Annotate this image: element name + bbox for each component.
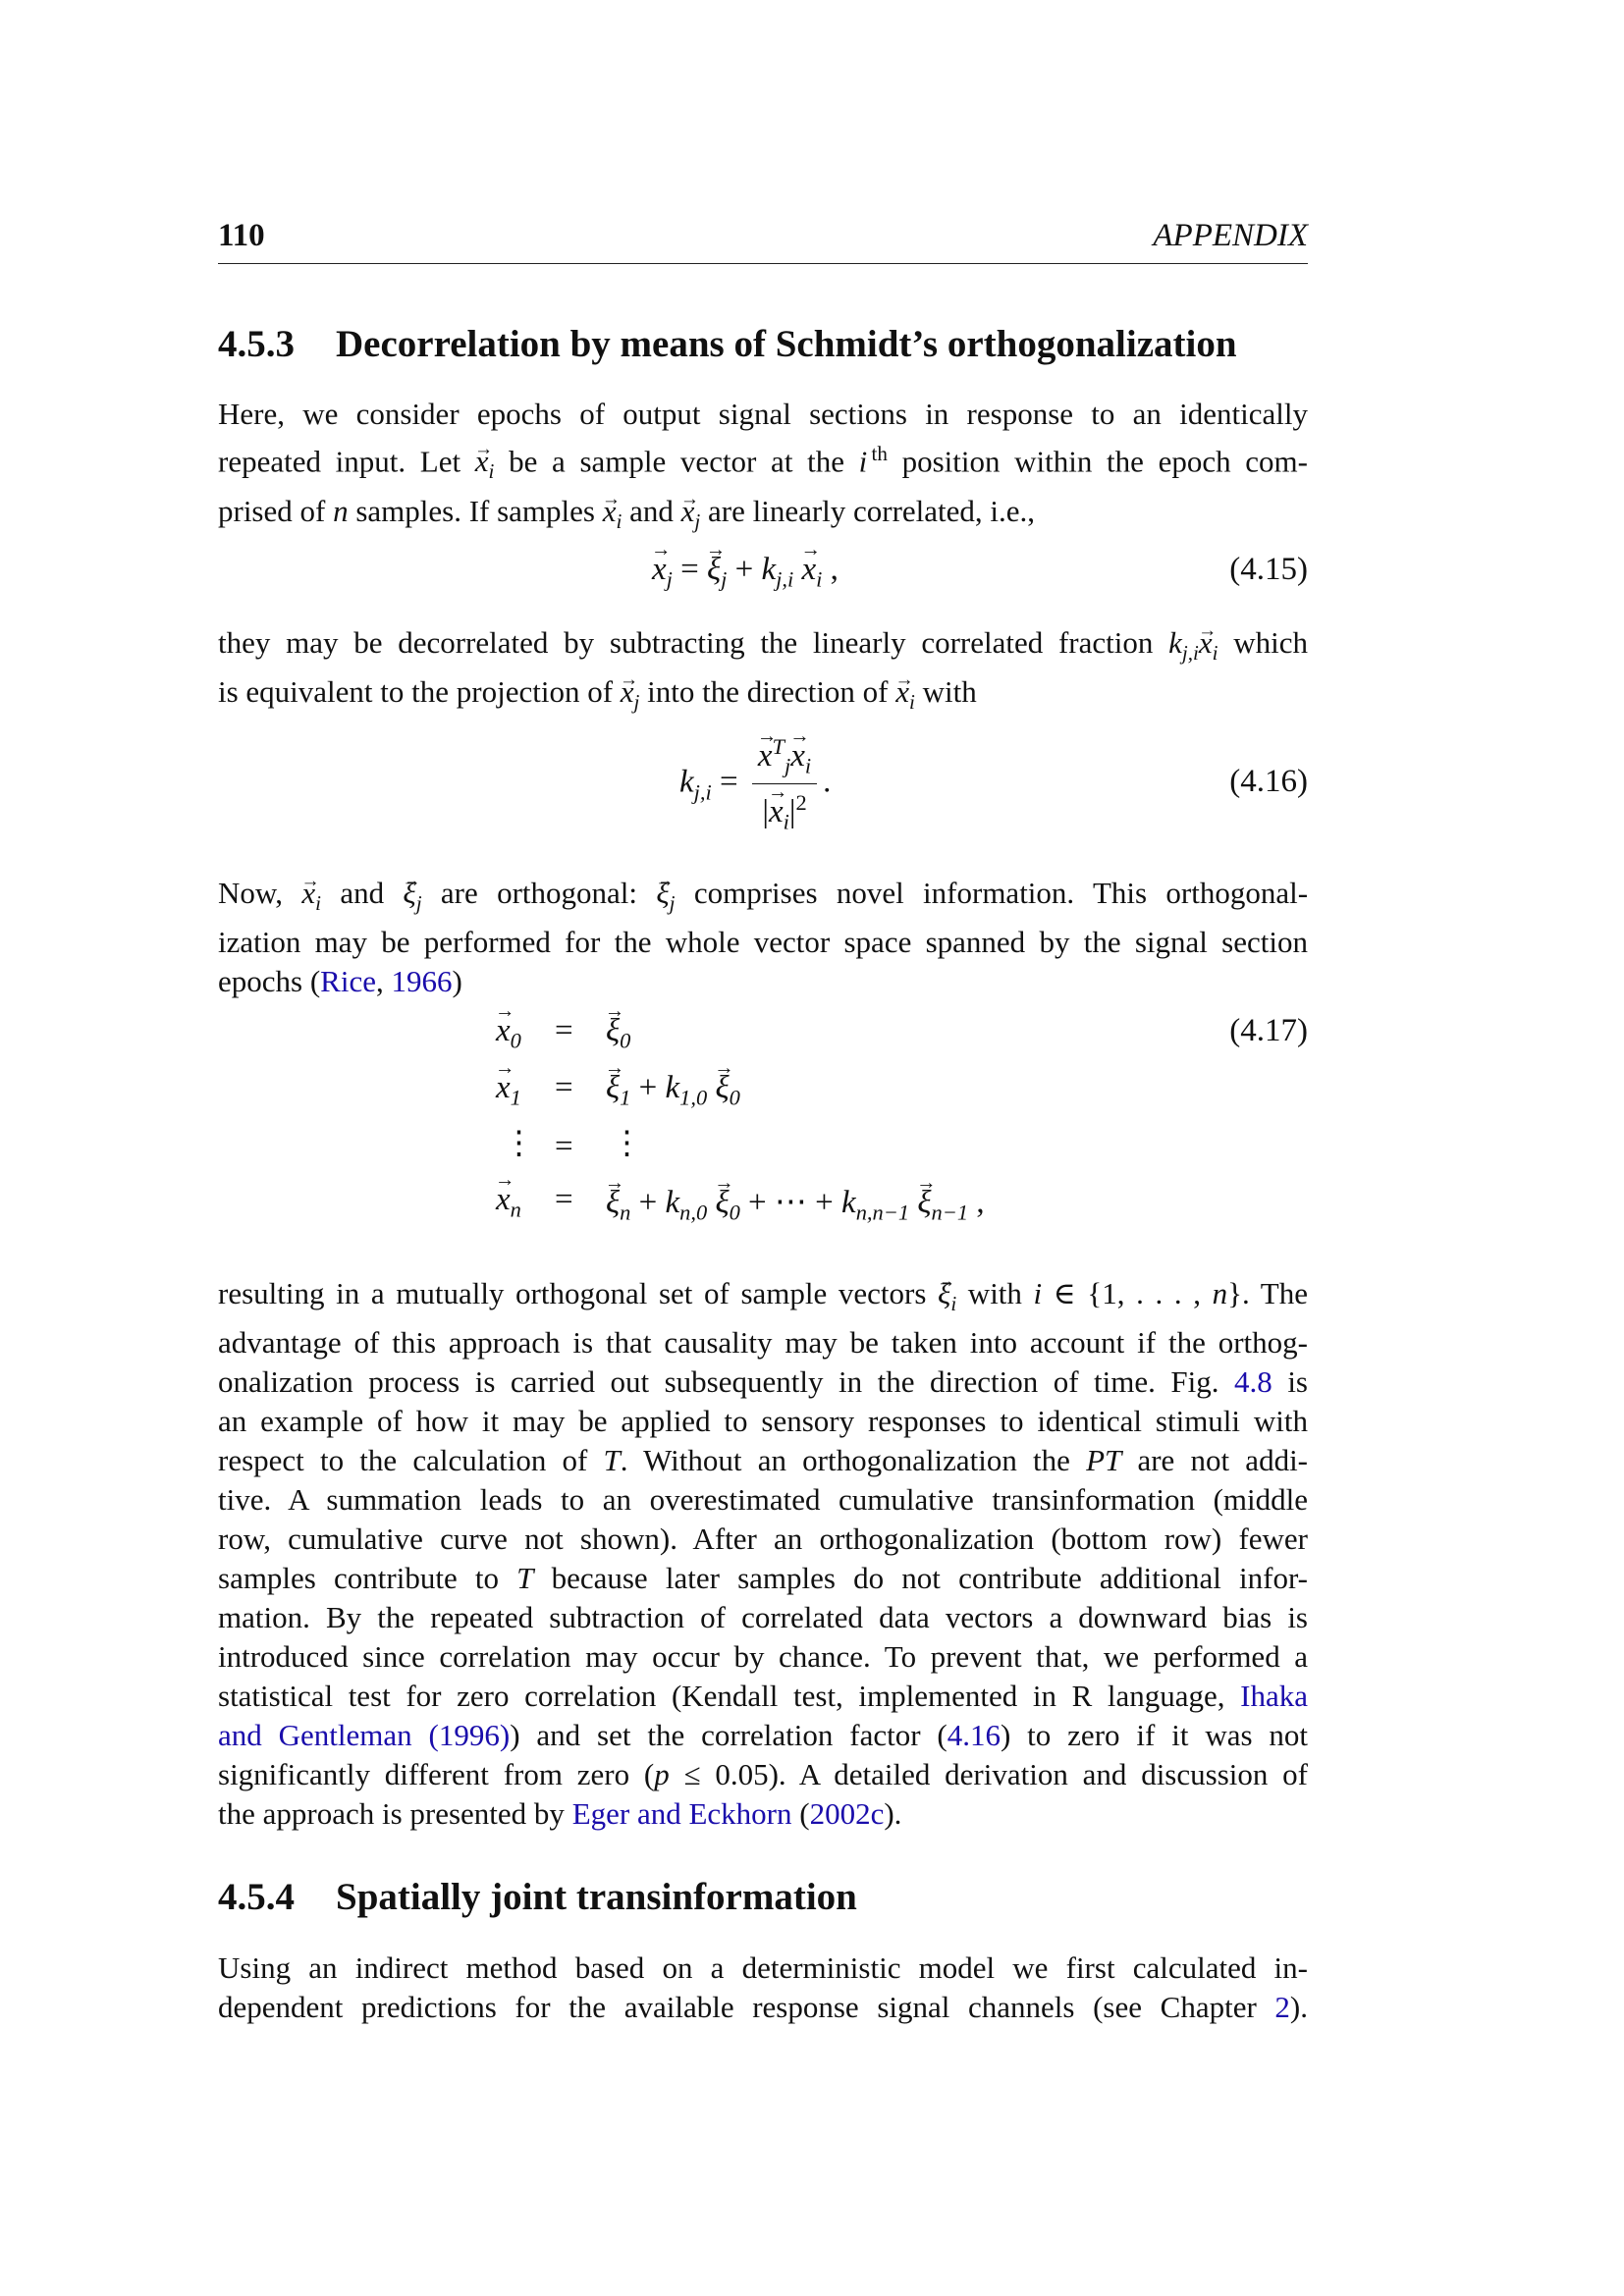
text-line: statistical test for zero correlation (Kendall test, implemented in R language, Ihaka xyxy=(218,1679,1308,1714)
section-heading-4-5-3 xyxy=(218,322,1308,366)
equation-body: $k_{j,i}$ = → $\frac{x^T_j\to x_i}{|\to x_i|^2}$ . xyxy=(679,734,831,834)
section-title: Spatially joint transinformation xyxy=(336,1876,857,1918)
conclusion-paragraph xyxy=(218,1274,1308,1834)
text-line: an example of how it may be applied to sensory responses to identical stimuli with xyxy=(218,1404,1308,1439)
page-number: 110 xyxy=(218,218,265,253)
section-heading-4-5-4 xyxy=(218,1875,1308,1919)
after-4-16-paragraph xyxy=(218,874,1308,1001)
text-line: Using an indirect method based on a deterministic model we first calculated in- xyxy=(218,1950,1308,1985)
text-line: significantly different from zero (p ≤ 0.05). A detailed derivation and discussion of xyxy=(218,1757,1308,1792)
running-header xyxy=(218,214,1308,264)
chapter-ref-link[interactable]: 2 xyxy=(1274,1990,1290,2024)
text-line: Now, → $x_i$ and → $\xi_j$ are orthogonal: → $\xi_j$ comprises novel information. This orthogonal- xyxy=(218,874,1308,923)
citation-link[interactable]: Rice xyxy=(320,964,376,999)
text-line: tive. A summation leads to an overestimated cumulative transinformation (middle xyxy=(218,1482,1308,1518)
citation-year-link[interactable]: 2002c xyxy=(809,1796,885,1832)
equation-4-15 xyxy=(218,552,1308,601)
equation-number: (4.15) xyxy=(1229,552,1308,587)
text-line: repeated input. Let → $x_i$ be a sample vector at the i $^{th}$ position within the epoch com- xyxy=(218,434,1308,492)
running-title: APPENDIX xyxy=(1153,218,1308,253)
aligned-row: → $x_0$ xyxy=(496,1013,521,1054)
citation-year-link[interactable]: (1996) xyxy=(428,1718,511,1753)
equation-ref-link[interactable]: 4.16 xyxy=(947,1718,1001,1753)
after-4-15-paragraph xyxy=(218,623,1308,721)
section-number: 4.5.3 xyxy=(218,323,295,365)
section-4-5-4-paragraph xyxy=(218,1949,1308,2027)
text-line: mation. By the repeated subtraction of correlated data vectors a downward bias is xyxy=(218,1600,1308,1635)
citation-link[interactable]: and Gentleman xyxy=(218,1718,412,1753)
equation-4-17: → $x_0$ = → $\xi_0$ → $x_1$ = → $\xi_1 + k_{1,0} \to \xi_0$ ⋮ = ⋮ → $x_n$ = → $\xi_n + k_{n,0} \to \xi_0$ + ⋯ + $k_{n,n-1} \to \xi_{n-1}$ , (4.17) xyxy=(218,1013,1308,1239)
text-line: epochs (Rice, 1966) xyxy=(218,964,462,999)
aligned-row: → $x_1$ xyxy=(496,1070,521,1111)
text-line: respect to the calculation of T. Without an orthogonalization the PT are not addi- xyxy=(218,1443,1309,1478)
equation-4-16 xyxy=(218,726,1308,844)
citation-link[interactable]: Eger and Eckhorn xyxy=(571,1796,792,1832)
citation-link[interactable]: Ihaka xyxy=(1240,1679,1308,1714)
text-line: the approach is presented by Eger and Eckhorn (2002c). xyxy=(218,1796,902,1832)
text-line: they may be decorrelated by subtracting the linearly correlated fraction $k_{j,i}\to x_i$ which xyxy=(218,623,1308,672)
equation-number: (4.16) xyxy=(1229,764,1308,799)
text-line: and Gentleman (1996)) and set the correlation factor (4.16) to zero if it was not xyxy=(218,1718,1309,1753)
text-line: introduced since correlation may occur by chance. To prevent that, we performed a xyxy=(218,1639,1308,1675)
text-line: samples contribute to T because later samples do not contribute additional infor- xyxy=(218,1561,1309,1596)
text-line: resulting in a mutually orthogonal set of sample vectors → $\xi_i$ with i ∈ {1, . . . , n}. The xyxy=(218,1274,1308,1323)
fraction: → $\frac{x^T_j\to x_i}{|\to x_i|^2}$ xyxy=(752,734,817,834)
figure-ref-link[interactable]: 4.8 xyxy=(1234,1364,1272,1400)
intro-paragraph xyxy=(218,395,1308,541)
text-line: prised of n samples. If samples → $x_i$ and → $x_j$ are linearly correlated, i.e., xyxy=(218,492,1308,541)
aligned-row: ⋮ xyxy=(503,1126,535,1161)
text-line: dependent predictions for the available response signal channels (see Chapter 2). xyxy=(218,1990,1308,2024)
text-line: is equivalent to the projection of → $x_j$ into the direction of → $x_i$ with xyxy=(218,672,1308,721)
citation-year-link[interactable]: 1966 xyxy=(391,964,453,999)
section-number: 4.5.4 xyxy=(218,1876,295,1918)
section-title: Decorrelation by means of Schmidt’s orthogonalization xyxy=(336,323,1237,365)
text-line: advantage of this approach is that causality may be taken into account if the orthog- xyxy=(218,1325,1308,1361)
text-line: onalization process is carried out subsequently in the direction of time. Fig. 4.8 is xyxy=(218,1364,1308,1400)
aligned-row: → $x_n$ xyxy=(496,1182,521,1223)
equation-body: → $x_j$ = → $\xi_j + k_{j,i} \to x_i$ , xyxy=(652,552,839,593)
text-line: ization may be performed for the whole vector space spanned by the signal section xyxy=(218,925,1308,960)
text-line: Here, we consider epochs of output signal sections in response to an identically xyxy=(218,397,1308,431)
equation-number: (4.17) xyxy=(1229,1013,1308,1048)
text-line: row, cumulative curve not shown). After an orthogonalization (bottom row) fewer xyxy=(218,1522,1308,1557)
